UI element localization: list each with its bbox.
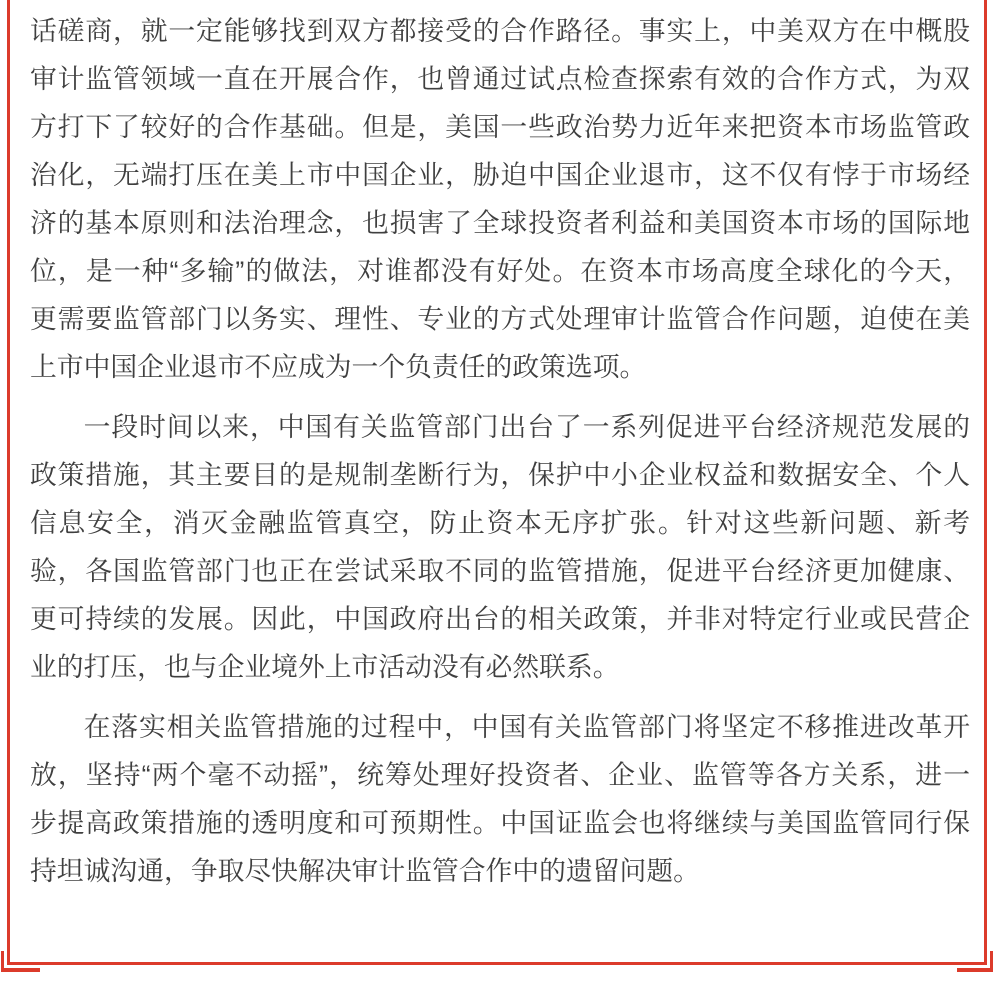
frame-corner-mark-bottom-right <box>957 951 993 972</box>
text-line: 在落实相关监管措施的过程中，中国有关监管部门将坚定不移推进改革开 <box>83 712 970 742</box>
text-line: 上市中国企业退市不应成为一个负责任的政策选项。 <box>30 352 647 382</box>
text-line: 业的打压，也与企业境外上市活动没有必然联系。 <box>30 652 620 682</box>
text-line: 持坦诚沟通，争取尽快解决审计监管合作中的遗留问题。 <box>30 856 700 886</box>
text-line: 更需要监管部门以务实、理性、专业的方式处理审计监管合作问题，迫使在美 <box>30 304 970 334</box>
text-line: 更可持续的发展。因此，中国政府出台的相关政策，并非对特定行业或民营企 <box>30 604 970 634</box>
text-line: 位，是一种“多输”的做法，对谁都没有好处。在资本市场高度全球化的今天， <box>30 256 970 286</box>
frame-corner-mark-bottom-left <box>1 951 40 972</box>
text-line: 审计监管领域一直在开展合作，也曾通过试点检查探索有效的合作方式，为双 <box>30 64 970 94</box>
text-line: 信息安全，消灭金融监管真空，防止资本无序扩张。针对这些新问题、新考 <box>30 508 970 538</box>
text-line: 步提高政策措施的透明度和可预期性。中国证监会也将继续与美国监管同行保 <box>30 808 970 838</box>
text-line: 治化，无端打压在美上市中国企业，胁迫中国企业退市，这不仅有悖于市场经 <box>30 160 970 190</box>
text-line: 一段时间以来，中国有关监管部门出台了一系列促进平台经济规范发展的 <box>83 412 970 442</box>
text-line: 验，各国监管部门也正在尝试采取不同的监管措施，促进平台经济更加健康、 <box>30 556 970 586</box>
paragraph <box>30 7 970 391</box>
article-text-block <box>30 7 970 895</box>
paragraph <box>30 703 970 895</box>
text-line: 放，坚持“两个毫不动摇”，统筹处理好投资者、企业、监管等各方关系，进一 <box>30 760 970 790</box>
text-line: 政策措施，其主要目的是规制垄断行为，保护中小企业权益和数据安全、个人 <box>30 460 970 490</box>
text-line: 话磋商，就一定能够找到双方都接受的合作路径。事实上，中美双方在中概股 <box>30 16 970 46</box>
text-line: 济的基本原则和法治理念，也损害了全球投资者利益和美国资本市场的国际地 <box>30 208 970 238</box>
paragraph <box>30 403 970 691</box>
text-line: 方打下了较好的合作基础。但是，美国一些政治势力近年来把资本市场监管政 <box>30 112 970 142</box>
